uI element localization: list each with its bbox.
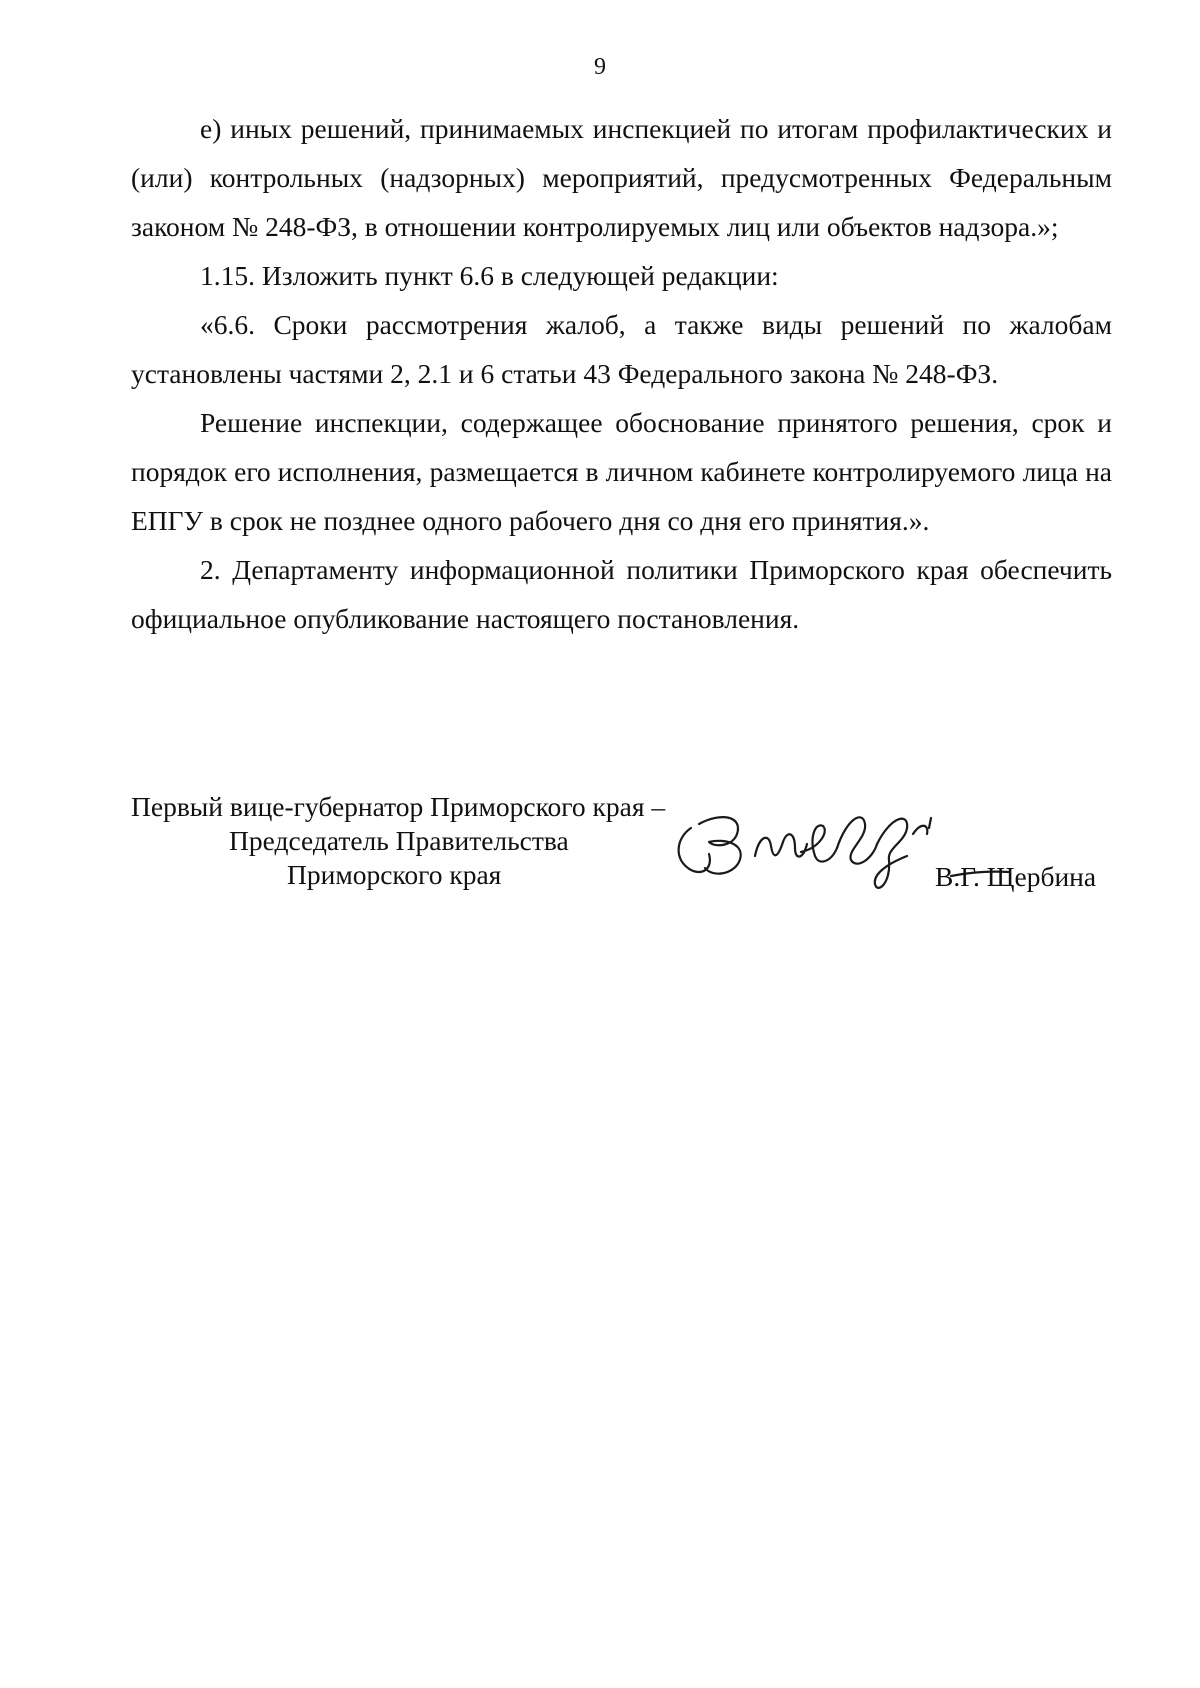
paragraph-1-15: 1.15. Изложить пункт 6.6 в следующей редакции: <box>200 260 779 291</box>
paragraph-inspection-decision: Решение инспекции, содержащее обоснование принятого решения, срок и порядок его исполнения, размещается в личном кабинете контролируемого лица на ЕПГУ в срок не позднее одного рабочего дня со дня его принятия.». <box>131 407 1112 536</box>
signatory-position-line-3: Приморского края <box>287 859 502 890</box>
paragraph-2-publication: 2. Департаменту информационной политики Приморского края обеспечить официальное опубликование настоящего постановления. <box>131 554 1112 634</box>
signatory-position-line-2: Председатель Правительства <box>229 825 569 856</box>
signatory-position-line-1: Первый вице-губернатор Приморского края – <box>131 791 666 822</box>
paragraph-6-6-complaint-terms: «6.6. Сроки рассмотрения жалоб, а также виды решений по жалобам установлены частями 2, 2.1 и 6 статьи 43 Федерального закона № 248-ФЗ. <box>131 309 1112 389</box>
signatory-name: В.Г. Щербина <box>935 861 1097 892</box>
document-body <box>131 104 1112 643</box>
paragraph-e-other-decisions: е) иных решений, принимаемых инспекцией по итогам профилактических и (или) контрольных (надзорных) мероприятий, предусмотренных Федеральным законом № 248-ФЗ, в отношении контролируемых лиц или объектов надзора.»; <box>131 113 1112 242</box>
signature-block <box>131 790 1112 910</box>
page-number: 9 <box>594 54 606 80</box>
